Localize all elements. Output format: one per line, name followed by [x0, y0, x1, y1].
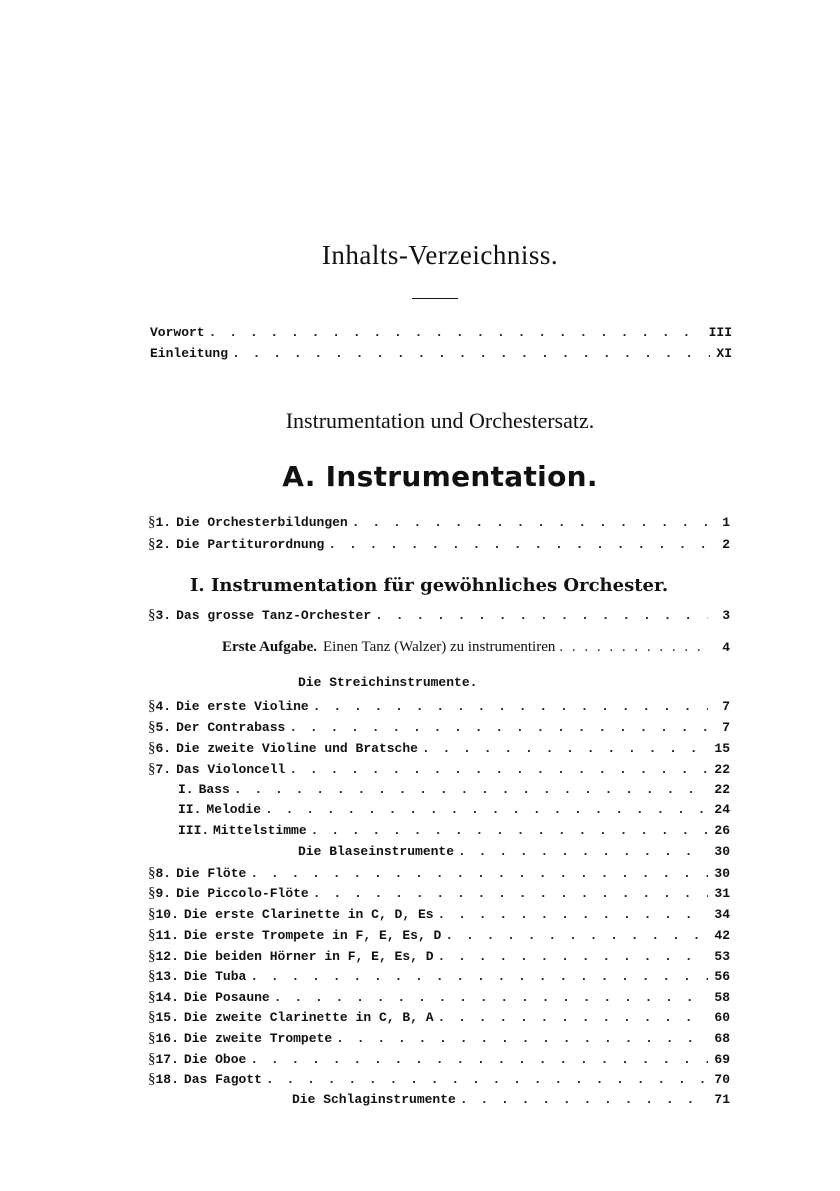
leader-dots — [209, 323, 705, 343]
entry-label: Mittelstimme — [213, 823, 307, 838]
toc-entry[interactable] — [148, 605, 730, 625]
section-title: Instrumentation und Orchestersatz. — [285, 408, 595, 433]
leader-dots — [234, 780, 708, 800]
subsection-title: I. Instrumentation für gewöhnliches Orchester. — [190, 575, 669, 596]
section-sign: § — [148, 1009, 156, 1025]
entry-page: 53 — [714, 949, 730, 964]
leader-dots — [352, 513, 708, 533]
entry-label: Der Contrabass — [176, 720, 286, 735]
section-sign: § — [148, 906, 156, 922]
entry-label: Einleitung — [150, 346, 229, 361]
section-sign: § — [148, 1051, 156, 1067]
entry-page: 69 — [714, 1052, 730, 1067]
section-sign: § — [148, 698, 156, 714]
section-sign: § — [148, 989, 156, 1005]
leader-dots — [265, 800, 708, 820]
entry-page: 30 — [714, 866, 730, 881]
toc-entry[interactable] — [148, 1069, 730, 1089]
section-sign: § — [148, 740, 156, 756]
entry-page: 24 — [714, 802, 730, 817]
entry-label: Die Blaseinstrumente — [298, 844, 455, 859]
section-sign: § — [148, 948, 156, 964]
entry-label: Bass — [198, 782, 230, 797]
entry-number: 2. — [155, 537, 172, 552]
leader-dots — [375, 606, 708, 626]
section-sign: § — [148, 536, 156, 552]
section-sign: § — [148, 761, 156, 777]
entry-number: 18. — [155, 1072, 179, 1087]
toc-entry[interactable] — [148, 759, 730, 779]
toc-entry[interactable] — [148, 1049, 730, 1069]
toc-entry[interactable] — [148, 534, 730, 554]
leader-dots — [336, 1029, 708, 1049]
toc-subentry[interactable] — [178, 780, 730, 800]
leader-dots — [313, 697, 708, 717]
entry-number: 7. — [155, 762, 172, 777]
toc-entry-vorwort[interactable] — [150, 323, 732, 343]
toc-entry[interactable] — [148, 696, 730, 716]
entry-page: 30 — [714, 844, 730, 859]
leader-dots — [266, 1070, 708, 1090]
section-sign: § — [148, 927, 156, 943]
leader-dots — [250, 1050, 708, 1070]
entry-number: 16. — [155, 1031, 179, 1046]
toc-subentry[interactable] — [178, 821, 730, 841]
entry-page: 26 — [714, 823, 730, 838]
task-text: Einen Tanz (Walzer) zu instrumentiren — [323, 639, 556, 655]
section-sign: § — [148, 885, 156, 901]
leader-dots — [250, 967, 708, 987]
entry-number: III. — [178, 823, 210, 838]
entry-page: 4 — [722, 640, 730, 655]
entry-label: Die zweite Violine und Bratsche — [176, 741, 418, 756]
toc-task-entry[interactable] — [222, 637, 730, 657]
leader-dots — [438, 905, 708, 925]
section-sign: § — [148, 607, 156, 623]
page-title: Inhalts-Verzeichniss. — [321, 240, 559, 270]
entry-number: 3. — [155, 608, 172, 623]
leader-dots — [445, 926, 708, 946]
entry-number: 11. — [155, 928, 179, 943]
entry-number: 9. — [155, 886, 172, 901]
entry-label: Die Posaune — [183, 990, 270, 1005]
task-lead: Erste Aufgabe. — [222, 639, 317, 655]
entry-number: 14. — [155, 990, 179, 1005]
entry-page: 58 — [714, 990, 730, 1005]
entry-number: 6. — [155, 741, 172, 756]
toc-entry[interactable] — [148, 987, 730, 1007]
entry-label: Das grosse Tanz-Orchester — [176, 608, 372, 623]
leader-dots — [458, 842, 708, 862]
group-heading-strings: Die Streichinstrumente. — [298, 675, 478, 690]
toc-subentry[interactable] — [178, 800, 730, 820]
leader-dots — [438, 947, 708, 967]
entry-page: 56 — [714, 969, 730, 984]
toc-entry[interactable] — [148, 925, 730, 945]
section-sign: § — [148, 1071, 156, 1087]
entry-page: 2 — [722, 537, 730, 552]
leader-dots — [289, 760, 708, 780]
entry-label: Das Violoncell — [176, 762, 286, 777]
entry-page: 3 — [722, 608, 730, 623]
entry-label: Die erste Trompete in F, E, Es, D — [183, 928, 442, 943]
entry-number: 17. — [155, 1052, 179, 1067]
entry-page: 22 — [714, 782, 730, 797]
section-sign: § — [148, 719, 156, 735]
leader-dots — [274, 988, 708, 1008]
entry-label: Die erste Violine — [176, 699, 309, 714]
entry-label: Die Piccolo-Flöte — [176, 886, 309, 901]
leader-dots — [460, 1090, 708, 1110]
toc-entry[interactable] — [148, 863, 730, 883]
entry-page: 60 — [714, 1010, 730, 1025]
entry-page: 34 — [714, 907, 730, 922]
entry-page: III — [708, 325, 732, 340]
entry-label: Die zweite Trompete — [183, 1031, 333, 1046]
entry-number: 4. — [155, 699, 172, 714]
leader-dots — [250, 864, 708, 884]
leader-dots — [289, 718, 708, 738]
leader-dots — [311, 821, 708, 841]
section-sign: § — [148, 514, 156, 530]
toc-entry[interactable] — [148, 946, 730, 966]
entry-number: I. — [178, 782, 194, 797]
leader-dots — [559, 637, 708, 657]
entry-page: 68 — [714, 1031, 730, 1046]
leader-dots — [328, 535, 708, 555]
section-sign: § — [148, 1030, 156, 1046]
entry-page: XI — [716, 346, 732, 361]
entry-label: Die erste Clarinette in C, D, Es — [183, 907, 434, 922]
entry-number: 5. — [155, 720, 172, 735]
entry-label: Die Partiturordnung — [176, 537, 325, 552]
entry-label: Die Schlaginstrumente — [292, 1092, 456, 1107]
entry-number: 8. — [155, 866, 172, 881]
toc-entry[interactable] — [148, 883, 730, 903]
entry-number: 15. — [155, 1010, 179, 1025]
entry-page: 7 — [722, 720, 730, 735]
group-heading-winds[interactable] — [298, 842, 730, 862]
entry-page: 1 — [722, 515, 730, 530]
entry-page: 31 — [714, 886, 730, 901]
toc-entry[interactable] — [148, 738, 730, 758]
section-sign: § — [148, 968, 156, 984]
entry-label: Vorwort — [150, 325, 205, 340]
toc-entry-einleitung[interactable] — [150, 344, 732, 364]
entry-label: Die Oboe — [183, 1052, 247, 1067]
toc-entry[interactable] — [148, 966, 730, 986]
entry-label: Die Orchesterbildungen — [176, 515, 348, 530]
entry-number: 10. — [155, 907, 179, 922]
toc-entry[interactable] — [148, 904, 730, 924]
entry-label: Die zweite Clarinette in C, B, A — [183, 1010, 434, 1025]
entry-number: 1. — [155, 515, 172, 530]
leader-dots — [438, 1008, 708, 1028]
entry-label: Die Flöte — [176, 866, 247, 881]
entry-label: Die Tuba — [183, 969, 247, 984]
toc-entry[interactable] — [148, 512, 730, 532]
entry-number: II. — [178, 802, 202, 817]
leader-dots — [232, 344, 710, 364]
toc-entry[interactable] — [148, 1007, 730, 1027]
entry-label: Melodie — [206, 802, 262, 817]
entry-page: 22 — [714, 762, 730, 777]
part-title: A. Instrumentation. — [282, 460, 598, 493]
entry-page: 70 — [714, 1072, 730, 1087]
entry-number: 13. — [155, 969, 179, 984]
entry-label: Das Fagott — [183, 1072, 262, 1087]
entry-page: 15 — [714, 741, 730, 756]
leader-dots — [422, 739, 708, 759]
entry-number: 12. — [155, 949, 179, 964]
toc-entry[interactable] — [148, 1028, 730, 1048]
entry-label: Die beiden Hörner in F, E, Es, D — [183, 949, 434, 964]
entry-page: 42 — [714, 928, 730, 943]
leader-dots — [313, 884, 708, 904]
group-heading-percussion[interactable] — [292, 1090, 730, 1110]
title-divider — [412, 298, 458, 299]
entry-page: 7 — [722, 699, 730, 714]
toc-entry[interactable] — [148, 717, 730, 737]
section-sign: § — [148, 865, 156, 881]
entry-page: 71 — [714, 1092, 730, 1107]
